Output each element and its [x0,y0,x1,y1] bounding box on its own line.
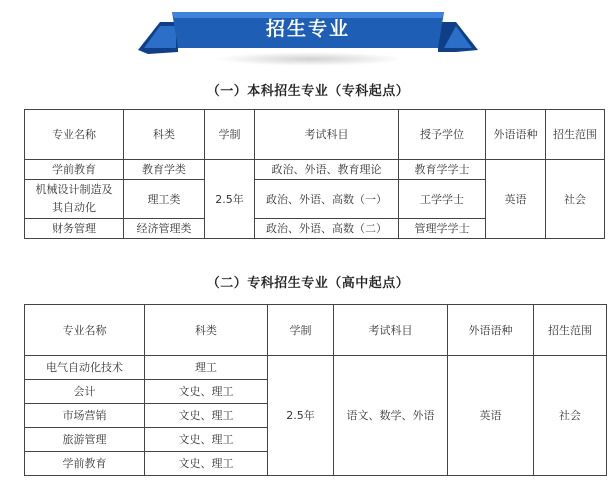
scope-cell: 社会 [546,160,605,239]
header-scope: 招生范围 [534,305,607,356]
exam-subjects-cell: 政治、外语、高数（二） [255,219,399,239]
header-scope: 招生范围 [546,110,605,160]
major-name-cell: 会计 [25,380,145,404]
degree-cell: 工学学士 [399,180,486,219]
exam-subjects-cell: 政治、外语、高数（一） [255,180,399,219]
category-cell: 理工 [145,356,268,380]
undergraduate-majors-table [24,109,605,239]
language-cell: 英语 [448,356,534,476]
header-exam-subjects: 考试科目 [334,305,448,356]
table-row [25,356,607,380]
major-name-cell: 学前教育 [25,452,145,476]
category-cell: 文史、理工 [145,404,268,428]
category-cell: 经济管理类 [124,219,205,239]
header-degree: 授予学位 [399,110,486,160]
banner-title: 招生专业 [265,18,350,40]
exam-subjects-cell: 语文、数学、外语 [334,356,448,476]
table-row [25,160,605,180]
section1-title: （一）本科招生专业（专科起点） [206,84,410,99]
major-name-cell: 市场营销 [25,404,145,428]
table-header-row [25,305,607,356]
major-name-cell [25,180,124,219]
banner-shadow [215,52,405,66]
major-name-line1: 机械设计制造及 [35,183,113,196]
header-exam-subjects: 考试科目 [255,110,399,160]
major-name-cell: 旅游管理 [25,428,145,452]
section2-title: （二）专科招生专业（高中起点） [206,276,410,291]
header-duration: 学制 [205,110,255,160]
degree-cell: 管理学学士 [399,219,486,239]
header-language: 外语语种 [448,305,534,356]
header-major-name: 专业名称 [25,110,124,160]
duration-cell: 2.5年 [205,160,255,239]
junior-college-majors-table [24,304,607,476]
major-name-line2: 其自动化 [52,201,96,214]
duration-cell: 2.5年 [268,356,334,476]
degree-cell: 教育学学士 [399,160,486,180]
header-language: 外语语种 [486,110,546,160]
header-category: 科类 [145,305,268,356]
category-cell: 文史、理工 [145,452,268,476]
header-major-name: 专业名称 [25,305,145,356]
major-name-cell: 学前教育 [25,160,124,180]
header-category: 科类 [124,110,205,160]
header-duration: 学制 [268,305,334,356]
category-cell: 文史、理工 [145,380,268,404]
major-name-cell: 财务管理 [25,219,124,239]
table-header-row [25,110,605,160]
scope-cell: 社会 [534,356,607,476]
language-cell: 英语 [486,160,546,239]
major-name-cell: 电气自动化技术 [25,356,145,380]
category-cell: 教育学类 [124,160,205,180]
exam-subjects-cell: 政治、外语、教育理论 [255,160,399,180]
category-cell: 文史、理工 [145,428,268,452]
category-cell: 理工类 [124,180,205,219]
